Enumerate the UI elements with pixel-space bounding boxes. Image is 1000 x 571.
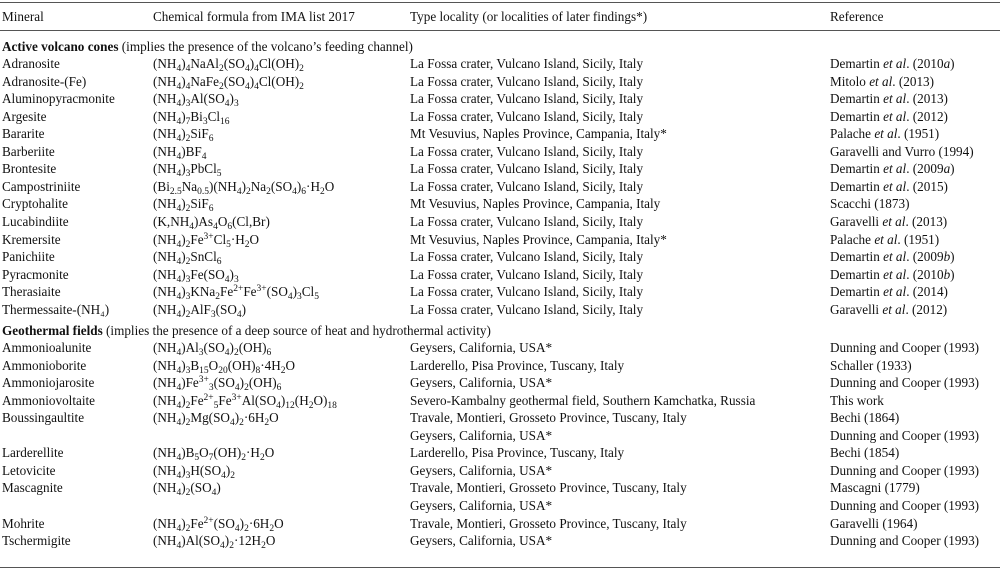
cell-reference: Garavelli et al. (2012) bbox=[830, 301, 948, 317]
cell-mineral: Argesite bbox=[2, 108, 47, 124]
cell-formula: $(NH_4)_3H(SO_4)_2$ bbox=[153, 462, 236, 481]
cell-formula: $(NH_4)_2Fe^{2+}(SO_4)_2\cdot 6H_2O$ bbox=[153, 515, 284, 534]
table-row bbox=[0, 143, 1000, 160]
table-row bbox=[0, 108, 1000, 125]
cell-reference: Scacchi (1873) bbox=[830, 196, 910, 212]
cell-mineral: Tschermigite bbox=[2, 533, 71, 548]
cell-formula: $(NH_4)_3Fe(SO_4)_3$ bbox=[153, 266, 239, 285]
cell-reference: Mitolo et al. (2013) bbox=[830, 73, 935, 89]
table-row bbox=[0, 231, 1000, 248]
cell-reference: Bechi (1854) bbox=[830, 445, 900, 461]
cell-locality: La Fossa crater, Vulcano Island, Sicily, Italy bbox=[410, 301, 644, 317]
cell-locality: La Fossa crater, Vulcano Island, Sicily, Italy bbox=[410, 178, 644, 194]
header-locality: Type locality (or localities of later findings*) bbox=[410, 9, 648, 24]
cell-formula: $(NH_4)_3B_{15}O_{20}(OH)_8\cdot 4H_2O$ bbox=[153, 357, 296, 376]
cell-locality: La Fossa crater, Vulcano Island, Sicily, Italy bbox=[410, 56, 644, 71]
table-row bbox=[0, 357, 1000, 374]
cell-formula: $(NH_4)_3Al(SO_4)_3$ bbox=[153, 91, 239, 110]
cell-formula: $(NH_4)_3PbCl_5$ bbox=[153, 161, 222, 180]
cell-mineral: Brontesite bbox=[2, 161, 57, 177]
cell-formula: $(NH_4)_2SiF_6$ bbox=[153, 196, 214, 215]
cell-locality: La Fossa crater, Vulcano Island, Sicily, Italy bbox=[410, 91, 644, 107]
table-row bbox=[0, 248, 1000, 268]
cell-locality: Larderello, Pisa Province, Tuscany, Italy bbox=[410, 445, 625, 461]
table-row bbox=[0, 462, 1000, 479]
section-note: (implies the presence of a deep source of heat and hydrothermal activity) bbox=[102, 323, 491, 338]
cell-reference: Garavelli et al. (2013) bbox=[830, 214, 948, 229]
cell-reference: Palache et al. (1951) bbox=[830, 231, 940, 247]
section-heading bbox=[2, 38, 413, 55]
table-row bbox=[0, 73, 1000, 90]
cell-locality: Mt Vesuvius, Naples Province, Campania, Italy bbox=[410, 196, 661, 212]
cell-mineral: Ammoniovoltaite bbox=[2, 392, 96, 408]
cell-reference: Demartin et al. (2015) bbox=[830, 178, 948, 194]
cell-reference: Dunning and Cooper (1993) bbox=[830, 533, 980, 548]
cell-mineral: Thermessaite-(NH₄) bbox=[2, 301, 110, 317]
cell-mineral: Letovicite bbox=[2, 462, 56, 478]
table-row bbox=[0, 497, 1000, 514]
cell-reference: Dunning and Cooper (1993) bbox=[830, 340, 980, 355]
cell-locality: Mt Vesuvius, Naples Province, Campania, Italy* bbox=[410, 126, 667, 142]
cell-formula: $(NH_4)_4NaFe_2(SO_4)_4Cl(OH)_2$ bbox=[153, 73, 304, 92]
header-reference: Reference bbox=[830, 9, 884, 24]
table-row bbox=[0, 90, 1000, 110]
cell-locality: Travale, Montieri, Grosseto Province, Tuscany, Italy bbox=[410, 410, 687, 426]
table-row bbox=[0, 301, 1000, 318]
cell-reference: This work bbox=[830, 392, 884, 408]
cell-mineral: Adranosite-(Fe) bbox=[2, 73, 87, 89]
section-heading bbox=[2, 322, 491, 339]
cell-reference: Garavelli (1964) bbox=[830, 515, 918, 531]
section-note: (implies the presence of the volcano’s feeding channel) bbox=[118, 39, 413, 54]
cell-locality: La Fossa crater, Vulcano Island, Sicily, Italy bbox=[410, 161, 644, 177]
cell-reference: Demartin et al. (2010b) bbox=[830, 266, 955, 282]
cell-reference: Demartin et al. (2010a) bbox=[830, 56, 955, 71]
cell-formula: $(NH_4)BF_4$ bbox=[153, 143, 207, 162]
table-top-rule bbox=[0, 2, 1000, 3]
cell-locality: La Fossa crater, Vulcano Island, Sicily, Italy bbox=[410, 73, 644, 89]
cell-formula: $(Bi_{2.5}Na_{0.5})(NH_4)_2Na_2(SO_4)_6\cdot H_2O$ bbox=[153, 178, 335, 197]
cell-locality: La Fossa crater, Vulcano Island, Sicily, Italy bbox=[410, 249, 644, 265]
cell-locality: Geysers, California, USA* bbox=[410, 340, 553, 355]
cell-reference: Demartin et al. (2014) bbox=[830, 284, 948, 300]
cell-locality: La Fossa crater, Vulcano Island, Sicily, Italy bbox=[410, 284, 644, 300]
cell-mineral: Mascagnite bbox=[2, 480, 63, 496]
cell-locality: Geysers, California, USA* bbox=[410, 498, 553, 513]
cell-reference: Bechi (1864) bbox=[830, 410, 900, 426]
table-row bbox=[0, 125, 1000, 145]
cell-reference: Mascagni (1779) bbox=[830, 480, 920, 496]
table-row bbox=[0, 427, 1000, 444]
cell-reference: Demartin et al. (2013) bbox=[830, 91, 948, 107]
table-header-row bbox=[0, 8, 1000, 25]
header-formula: Chemical formula from IMA list 2017 bbox=[153, 9, 355, 24]
cell-formula: $(K,NH_4)As_4O_6(Cl,Br)$ bbox=[153, 214, 270, 232]
cell-mineral: Aluminopyracmonite bbox=[2, 91, 115, 107]
cell-formula: $(NH_4)_2SiF_6$ bbox=[153, 126, 214, 145]
cell-formula: $(NH_4)_3KNa_2Fe^{2+}Fe^{3+}(SO_4)_3Cl_5$ bbox=[153, 284, 319, 303]
cell-formula: $(NH_4)_2Fe^{3+}Cl_5\cdot H_2O$ bbox=[153, 231, 260, 250]
cell-mineral: Lucabindiite bbox=[2, 214, 69, 229]
cell-reference: Dunning and Cooper (1993) bbox=[830, 427, 980, 443]
cell-mineral: Barberiite bbox=[2, 143, 55, 159]
table-row bbox=[0, 409, 1000, 429]
cell-locality: Geysers, California, USA* bbox=[410, 533, 553, 548]
cell-mineral: Larderellite bbox=[2, 445, 64, 461]
table-row bbox=[0, 195, 1000, 215]
cell-locality: La Fossa crater, Vulcano Island, Sicily, Italy bbox=[410, 266, 644, 282]
cell-mineral: Panichiite bbox=[2, 249, 55, 265]
table-row bbox=[0, 532, 1000, 549]
cell-formula: $(NH_4)_2SnCl_6$ bbox=[153, 249, 222, 268]
cell-reference: Demartin et al. (2012) bbox=[830, 108, 948, 124]
cell-formula: $(NH_4)_2(SO_4)$ bbox=[153, 480, 221, 499]
section-title: Geothermal fields bbox=[2, 323, 103, 338]
cell-reference: Demartin et al. (2009b) bbox=[830, 249, 955, 265]
table-row bbox=[0, 515, 1000, 532]
cell-formula: $(NH_4)Al_3(SO_4)_2(OH)_6$ bbox=[153, 340, 272, 358]
table-row bbox=[0, 283, 1000, 303]
cell-reference: Dunning and Cooper (1993) bbox=[830, 498, 980, 513]
header-mineral: Mineral bbox=[2, 9, 44, 24]
cell-reference: Dunning and Cooper (1993) bbox=[830, 462, 980, 478]
cell-locality: Larderello, Pisa Province, Tuscany, Italy bbox=[410, 357, 625, 373]
cell-reference: Garavelli and Vurro (1994) bbox=[830, 143, 974, 159]
cell-reference: Dunning and Cooper (1993) bbox=[830, 375, 980, 391]
table-row bbox=[0, 266, 1000, 283]
cell-reference: Schaller (1933) bbox=[830, 357, 912, 373]
table-row bbox=[0, 339, 1000, 356]
table-row bbox=[0, 213, 1000, 230]
header-rule bbox=[0, 30, 1000, 31]
cell-mineral: Campostriniite bbox=[2, 178, 81, 194]
cell-locality: Geysers, California, USA* bbox=[410, 375, 553, 391]
section-title: Active volcano cones bbox=[2, 39, 119, 54]
cell-locality: La Fossa crater, Vulcano Island, Sicily, Italy bbox=[410, 143, 644, 159]
cell-formula: $(NH_4)_2Fe^{2+}_5Fe^{3+}Al(SO_4)_{12}(H_2O)_{18}$ bbox=[153, 392, 337, 411]
cell-mineral: Kremersite bbox=[2, 231, 61, 247]
cell-mineral: Adranosite bbox=[2, 56, 60, 71]
cell-locality: Severo-Kambalny geothermal field, Southern Kamchatka, Russia bbox=[410, 392, 756, 408]
cell-formula: $(NH_4)_7Bi_3Cl_{16}$ bbox=[153, 108, 230, 127]
cell-mineral: Bararite bbox=[2, 126, 45, 142]
cell-mineral: Ammonioborite bbox=[2, 357, 87, 373]
table-row bbox=[0, 374, 1000, 394]
cell-mineral: Ammoniojarosite bbox=[2, 375, 95, 391]
cell-formula: $(NH_4)_4NaAl_2(SO_4)_4Cl(OH)_2$ bbox=[153, 56, 304, 74]
cell-locality: Travale, Montieri, Grosseto Province, Tuscany, Italy bbox=[410, 515, 687, 531]
table-row bbox=[0, 178, 1000, 195]
cell-formula: $(NH_4)_2AlF_3(SO_4)$ bbox=[153, 301, 247, 320]
cell-mineral: Boussingaultite bbox=[2, 410, 85, 426]
cell-formula: $(NH_4)_2Mg(SO_4)_2\cdot 6H_2O$ bbox=[153, 410, 279, 429]
cell-mineral: Therasiaite bbox=[2, 284, 61, 300]
table-row bbox=[0, 444, 1000, 464]
cell-locality: Geysers, California, USA* bbox=[410, 462, 553, 478]
cell-locality: La Fossa crater, Vulcano Island, Sicily, Italy bbox=[410, 108, 644, 124]
table-row bbox=[0, 55, 1000, 72]
table-bottom-rule bbox=[0, 567, 1000, 568]
cell-locality: Mt Vesuvius, Naples Province, Campania, Italy* bbox=[410, 231, 667, 247]
cell-reference: Palache et al. (1951) bbox=[830, 126, 940, 142]
cell-formula: $(NH_4)Al(SO_4)_2\cdot 12H_2O$ bbox=[153, 533, 276, 551]
cell-mineral: Mohrite bbox=[2, 515, 45, 531]
cell-locality: Travale, Montieri, Grosseto Province, Tuscany, Italy bbox=[410, 480, 687, 496]
cell-formula: $(NH_4)B_5O_7(OH)_2\cdot H_2O$ bbox=[153, 445, 275, 464]
table-row bbox=[0, 392, 1000, 409]
table-row bbox=[0, 479, 1000, 499]
cell-locality: La Fossa crater, Vulcano Island, Sicily, Italy bbox=[410, 214, 644, 229]
table-row bbox=[0, 160, 1000, 180]
cell-locality: Geysers, California, USA* bbox=[410, 427, 553, 443]
cell-mineral: Pyracmonite bbox=[2, 266, 69, 282]
cell-reference: Demartin et al. (2009a) bbox=[830, 161, 955, 177]
cell-mineral: Ammonioalunite bbox=[2, 340, 92, 355]
cell-mineral: Cryptohalite bbox=[2, 196, 68, 212]
cell-formula: $(NH_4)Fe^{3+}_3(SO_4)_2(OH)_6$ bbox=[153, 375, 282, 394]
